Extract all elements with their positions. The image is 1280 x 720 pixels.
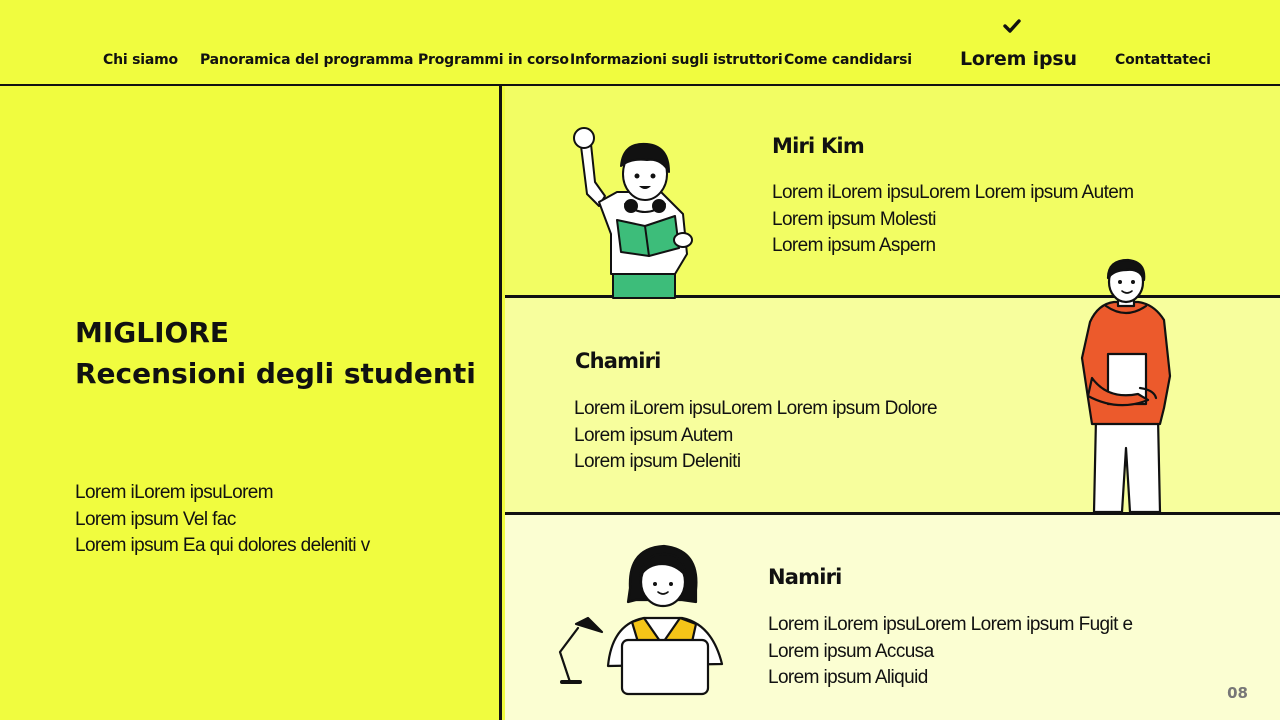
- hero-title: [75, 312, 476, 394]
- review-line: Lorem ipsum Molesti: [772, 208, 936, 230]
- review-line: Lorem ipsum Aliquid: [768, 667, 928, 688]
- top-navigation: [0, 0, 1280, 86]
- hero-panel: [0, 86, 502, 720]
- student-reading-book-icon: [565, 124, 700, 298]
- nav-item-istruttori[interactable]: Informazioni sugli istruttori: [570, 52, 783, 68]
- nav-item-chi-siamo[interactable]: Chi siamo: [103, 52, 178, 68]
- review-text: [768, 612, 1132, 692]
- page-number: 08: [1227, 684, 1248, 702]
- review-line: Lorem ipsum Autem: [574, 424, 733, 446]
- review-text: [772, 180, 1133, 260]
- hero-title-line1: MIGLIORE: [75, 316, 230, 349]
- check-icon: [1003, 18, 1021, 34]
- hero-description: [75, 480, 370, 560]
- hero-desc-line: Lorem iLorem ipsuLorem: [75, 482, 273, 503]
- review-line: Lorem ipsum Deleniti: [574, 451, 741, 472]
- nav-item-programmi[interactable]: Programmi in corso: [418, 52, 569, 68]
- review-line: Lorem ipsum Accusa: [768, 640, 934, 662]
- hero-desc-line: Lorem ipsum Ea qui dolores deleniti v: [75, 535, 370, 556]
- reviewer-name: Miri Kim: [772, 134, 864, 158]
- hero-desc-line: Lorem ipsum Vel fac: [75, 508, 236, 530]
- review-line: Lorem iLorem ipsuLorem Lorem ipsum Dolore: [574, 398, 937, 419]
- nav-item-lorem-ipsu-active[interactable]: Lorem ipsu: [960, 48, 1077, 70]
- review-line: Lorem ipsum Aspern: [772, 235, 936, 256]
- student-hoodie-icon: [1078, 258, 1174, 515]
- review-text: [574, 396, 937, 476]
- reviewer-name: Namiri: [768, 565, 842, 589]
- review-line: Lorem iLorem ipsuLorem Lorem ipsum Autem: [772, 182, 1134, 203]
- nav-item-panoramica[interactable]: Panoramica del programma: [200, 52, 414, 68]
- nav-item-contattateci[interactable]: Contattateci: [1115, 52, 1211, 68]
- student-laptop-desk-lamp-icon: [552, 544, 727, 696]
- nav-item-candidarsi[interactable]: Come candidarsi: [784, 52, 912, 68]
- hero-title-line2: Recensioni degli studenti: [75, 357, 476, 390]
- reviewer-name: Chamiri: [575, 349, 661, 373]
- review-line: Lorem iLorem ipsuLorem Lorem ipsum Fugit e: [768, 614, 1133, 635]
